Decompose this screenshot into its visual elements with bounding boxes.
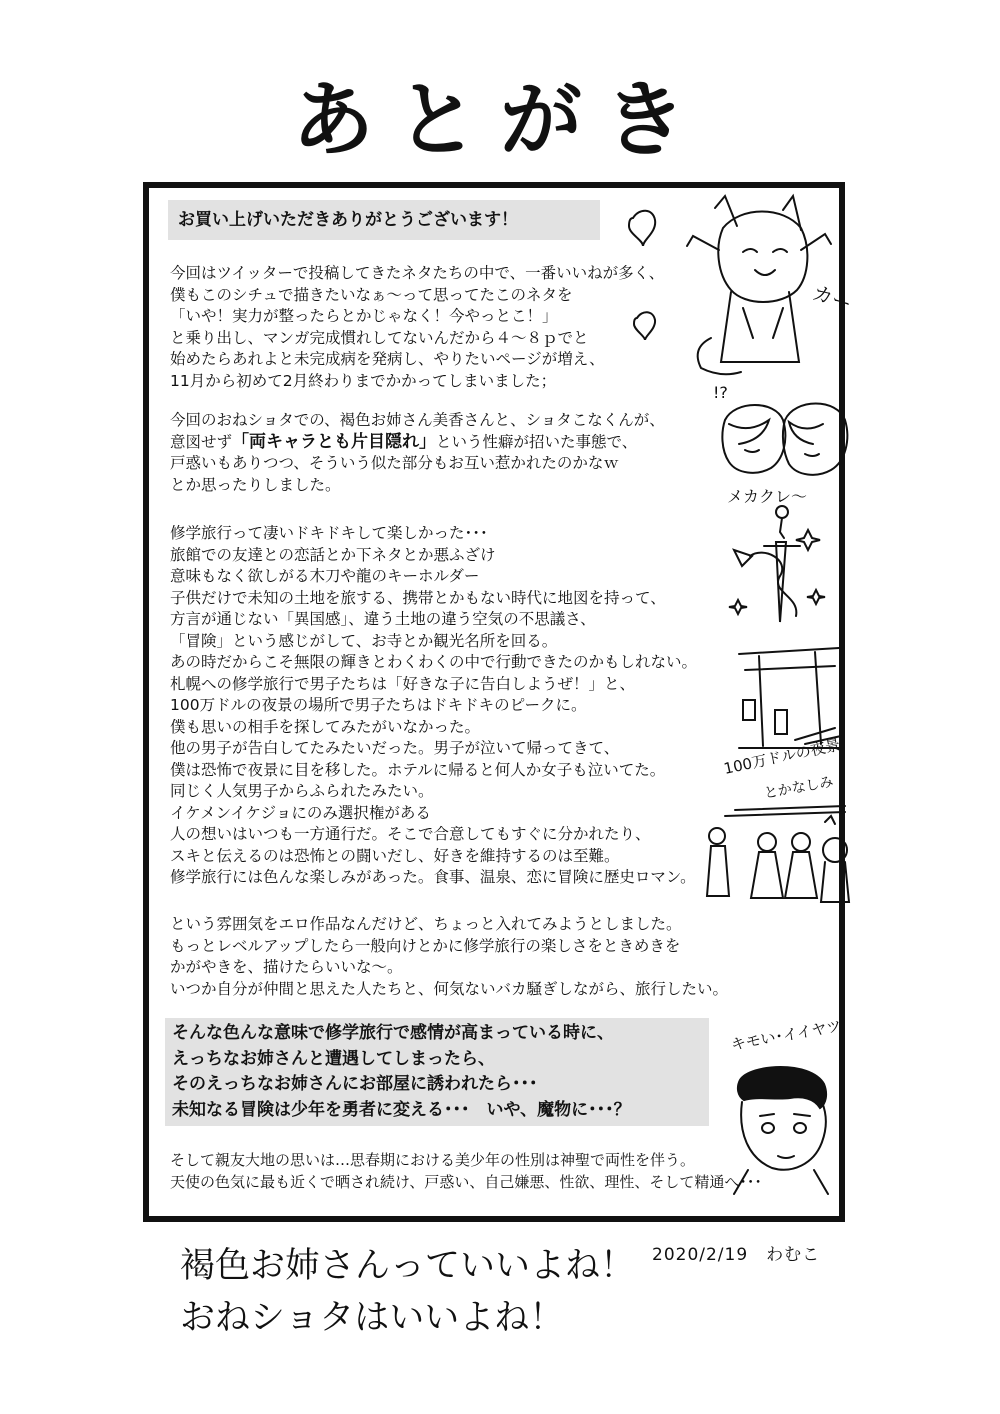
text-line: 旅館での友達との恋話とか下ネタとか悪ふざけ (170, 545, 496, 564)
text-line: 他の男子が告白してたみたいだった。男子が泣いて帰ってきて、 (170, 739, 620, 757)
heart-icon (634, 312, 655, 340)
text-line (170, 432, 665, 454)
date-text: 2020/2/19 (652, 1245, 749, 1265)
text-line: という雰囲気をエロ作品なんだけど、ちょっと入れてみようとしました。 (170, 915, 682, 933)
sketch-label: とかなしみ (762, 774, 835, 802)
quote-line: そのえっちなお姉さんにお部屋に誘われたら･･･ (172, 1074, 538, 1094)
heart-icon (629, 211, 655, 246)
page-title: あとがき (291, 72, 708, 168)
text-line: 人の想いはいつも一方通行だ。そこで合意してもすぐに分かれたり、 (170, 825, 651, 843)
text-line: 札幌への修学旅行で男子たちは「好きな子に告白しようぜ！」と、 (170, 674, 636, 693)
text-line: と乗り出し、マンガ完成慣れしてないんだから４〜８ｐでと (170, 328, 589, 347)
closing-remarks (180, 1240, 635, 1344)
text-line: 戸惑いもありつつ、そういう似た部分もお互い惹かれたのかなｗ (170, 454, 619, 472)
paragraph-school-trip (170, 523, 697, 889)
text-fragment: 意図せず (170, 432, 233, 451)
text-fragment: という性癖が招いた事態で、 (436, 432, 638, 451)
text-line: 子供だけで未知の土地を旅する、携帯とかもない時代に地図を持って、 (170, 588, 666, 607)
thanks-headline: お買い上げいただきありがとうございます！ (168, 200, 600, 240)
text-line: 僕も思いの相手を探してみたがいなかった。 (170, 717, 481, 736)
text-line: スキと伝えるのは恐怖との闘いだし、好きを維持するのは至難。 (170, 846, 620, 865)
sketch-label: メカクレ〜 (727, 487, 808, 506)
sketch-label: キモい･イイヤツ (729, 1016, 843, 1054)
night-view-people-sketch (695, 735, 855, 920)
text-line: 意味もなく欲しがる木刀や龍のキーホルダー (170, 567, 480, 585)
text-line: 同じく人気男子からふられたみたい。 (170, 782, 434, 800)
sketch-label: カー (809, 280, 856, 317)
emphasis-text: 「両キャラとも片目隠れ」 (232, 431, 437, 452)
text-line: 始めたらあれよと未完成病を発病し、やりたいページが増え、 (170, 350, 605, 368)
sketch-label: !? (713, 383, 728, 402)
text-line: 天使の色気に最も近くで晒され続け、戸惑い、自己嫌悪、性欲、理性、そして精通へ･･･ (170, 1172, 762, 1191)
sketch-label: 100万ドルの夜景 (722, 735, 842, 778)
paragraph-daichi (170, 1150, 762, 1193)
two-characters-sketch (705, 380, 855, 520)
boy-face-sketch (700, 1016, 850, 1200)
text-line: 「冒険」という感じがして、お寺とか観光名所を回る。 (170, 631, 558, 650)
text-line: もっとレベルアップしたら一般向けとかに修学旅行の楽しさをときめきを (170, 936, 681, 955)
quote-line: そんな色んな意味で修学旅行で感情が高まっている時に、 (172, 1023, 614, 1043)
text-line: 僕もこのシチュで描きたいなぁ〜って思ってたこのネタを (170, 285, 573, 304)
date-signature (652, 1240, 820, 1265)
paragraph-intent (170, 914, 728, 1000)
signature-text: わむこ (766, 1245, 821, 1265)
text-line: かがやきを、描けたらいいな〜。 (170, 958, 403, 976)
closing-line: 褐色お姉さんっていいよね！ (180, 1246, 636, 1286)
closing-line: おねショタはいいよね！ (180, 1298, 565, 1338)
text-line: そして親友大地の思いは…思春期における美少年の性別は神聖で両性を伴う。 (170, 1151, 696, 1169)
text-line: 11月から初めて2月終わりまでかかってしまいました； (170, 371, 557, 390)
text-line: とか思ったりしました。 (170, 475, 341, 494)
highlight-quote (165, 1018, 709, 1126)
text-line: いつか自分が仲間と思えた人たちと、何気ないバカ騒ぎしながら、旅行したい。 (170, 979, 729, 998)
text-line: イケメンイケジョにのみ選択権がある (170, 803, 431, 822)
text-line: 今回のおねショタでの、褐色お姉さん美香さんと、ショタこなくんが、 (170, 411, 665, 429)
cheering-girl-sketch (615, 188, 856, 398)
text-line: 100万ドルの夜景の場所で男子たちはドキドキのピークに。 (170, 696, 587, 714)
text-line: 「いや！実力が整ったらとかじゃなく！今やっとこ！」 (170, 307, 558, 325)
text-line: あの時だからこそ無限の輝きとわくわくの中で行動できたのかもしれない。 (170, 653, 698, 671)
quote-line: 未知なる冒険は少年を勇者に変える･･･ いや、魔物に･･･？ (172, 1099, 631, 1120)
text-line: 修学旅行には色んな楽しみがあった。食事、温泉、恋に冒険に歴史ロマン。 (170, 868, 696, 886)
text-line: 今回はツイッターで投稿してきたネタたちの中で、一番いいねが多く、 (170, 264, 665, 282)
dragon-keychain-sketch (720, 500, 830, 640)
paragraph-intro (170, 263, 664, 392)
text-line: 方言が通じない「異国感」、違う土地の違う空気の不思議さ、 (170, 610, 596, 628)
paragraph-characters (170, 410, 665, 496)
text-line: 修学旅行って凄いドキドキして楽しかった･･･ (170, 524, 488, 542)
text-line: 僕は恐怖で夜景に目を移した。ホテルに帰ると何人か女子も泣いてた。 (170, 760, 666, 779)
quote-line: えっちなお姉さんと遭遇してしまったら、 (172, 1048, 495, 1069)
